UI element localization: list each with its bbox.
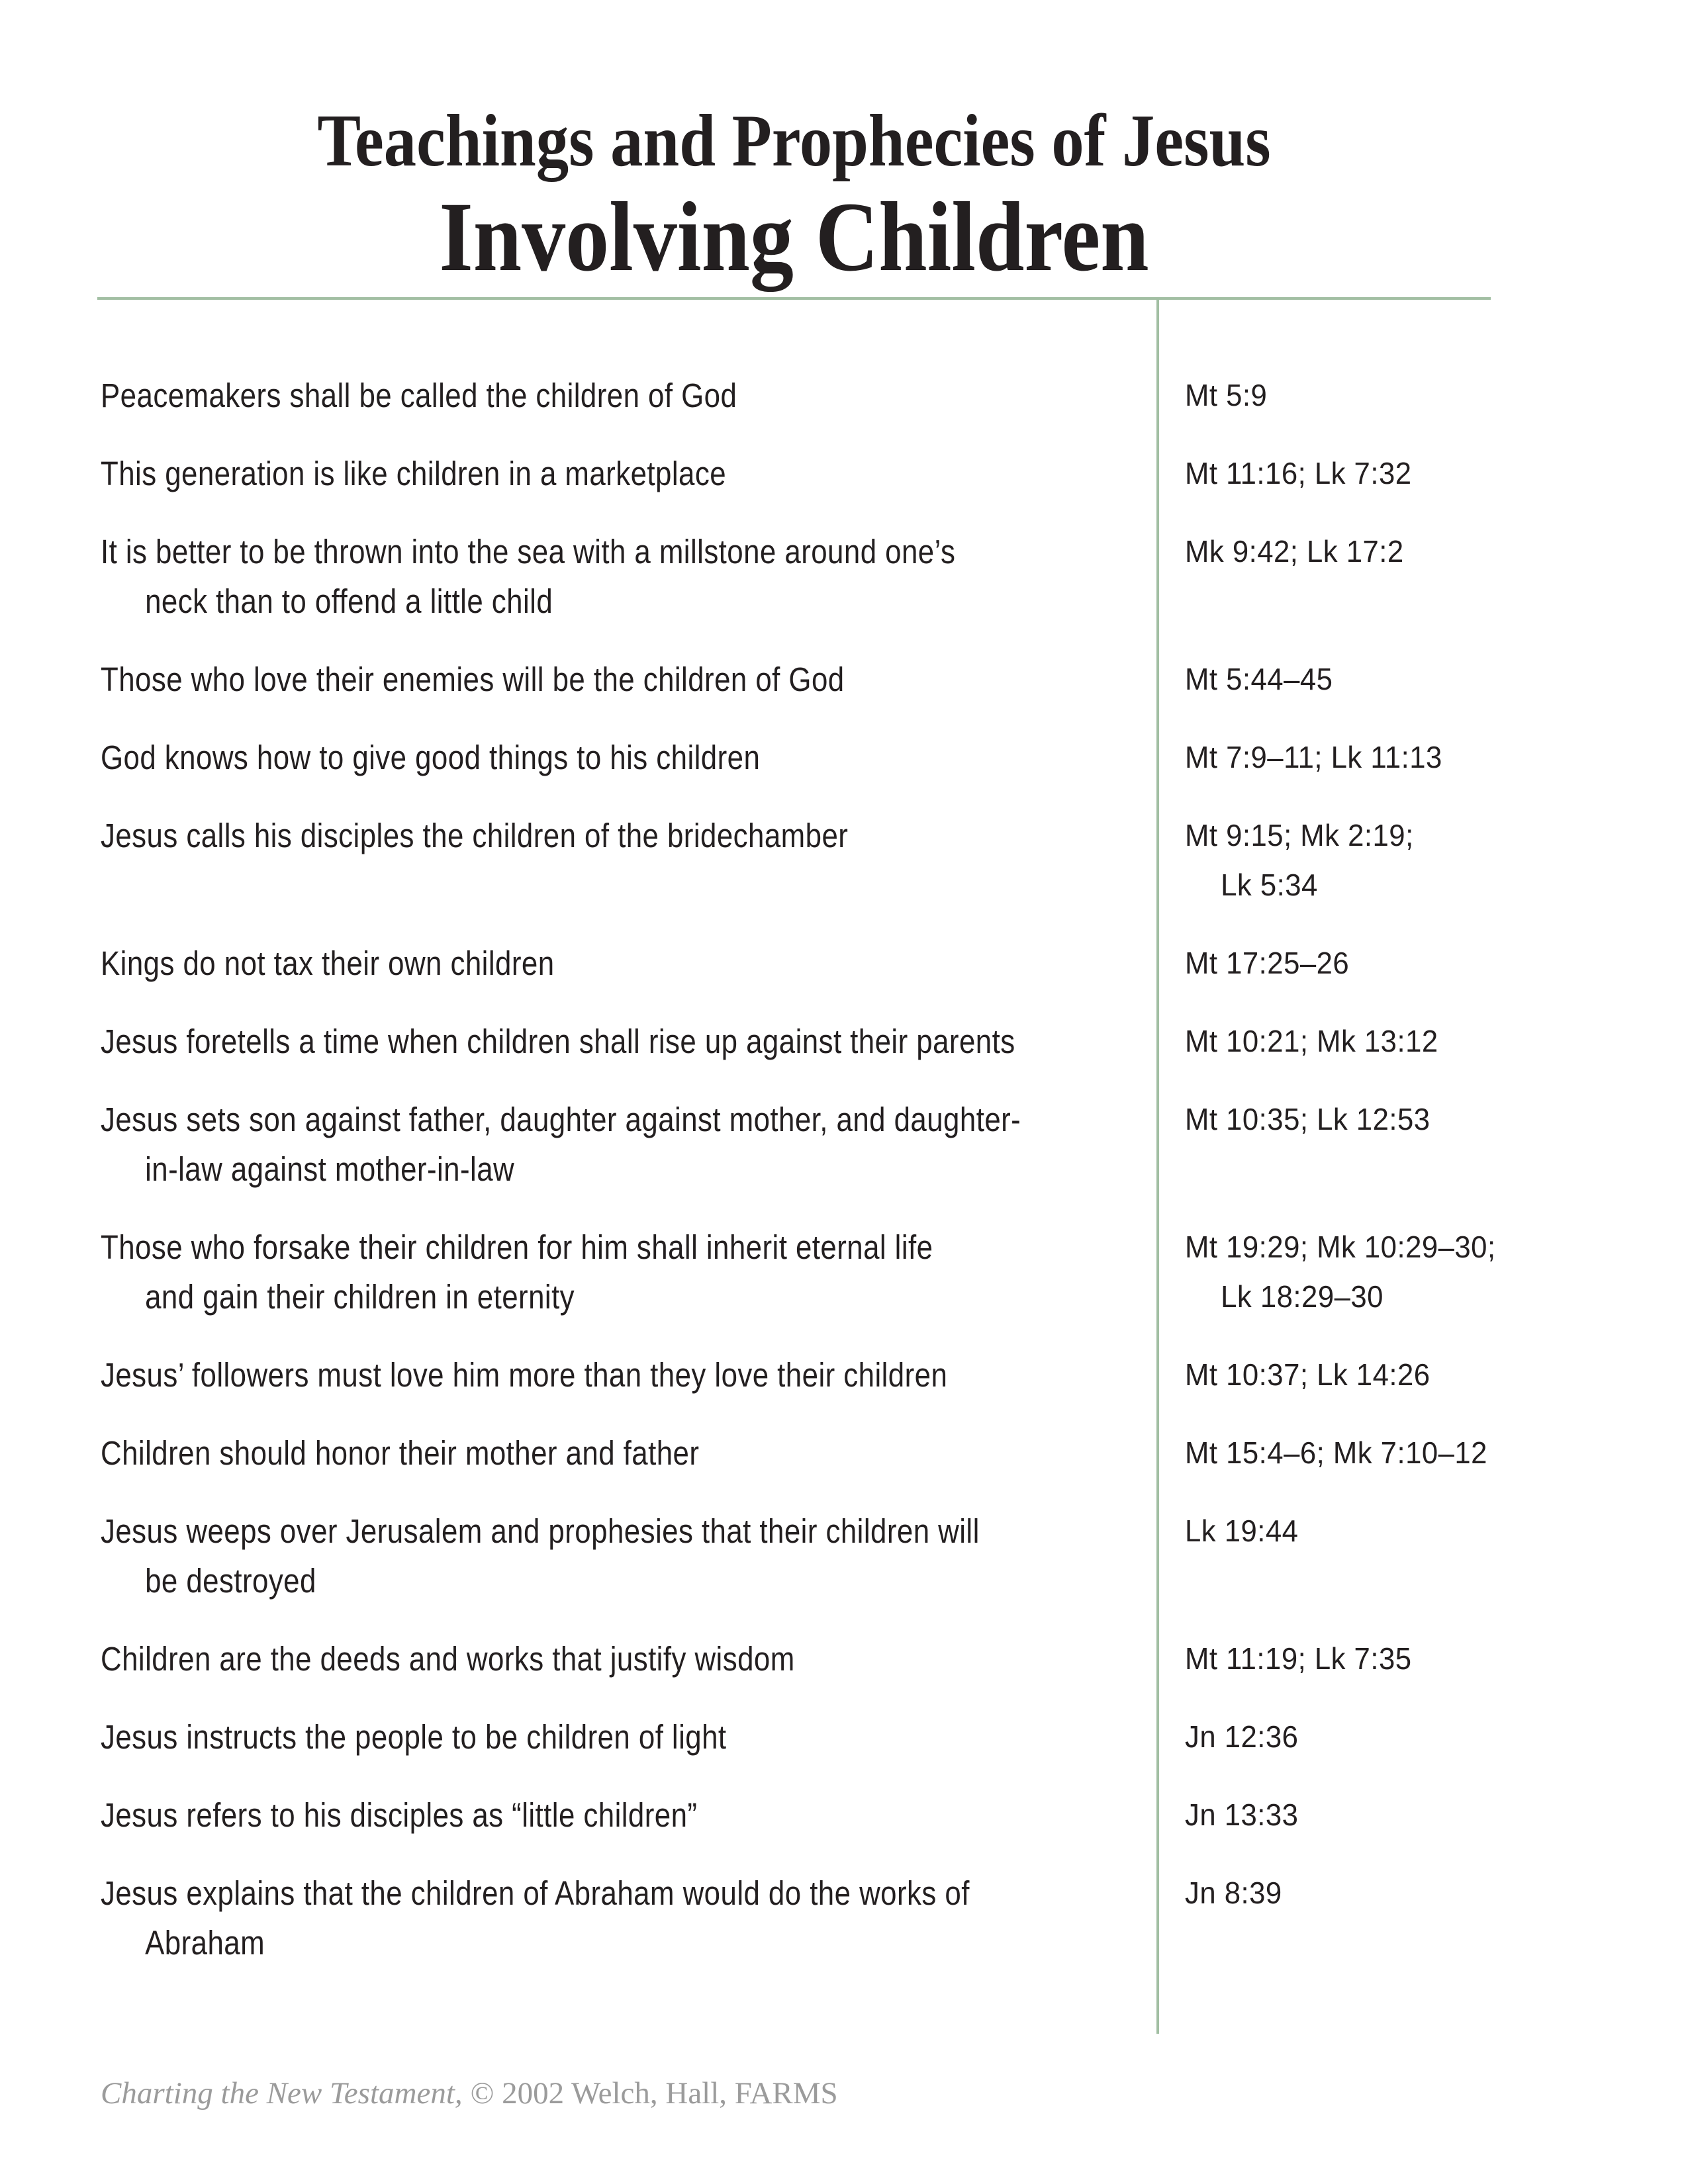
scripture-reference-line: Lk 18:29–30: [1221, 1279, 1383, 1314]
teaching-text: [101, 449, 1009, 498]
scripture-reference-line: Lk 5:34: [1221, 868, 1318, 902]
scripture-reference-line: Jn 13:33: [1185, 1797, 1299, 1832]
table-row: [101, 811, 1688, 910]
table-row: [101, 1095, 1688, 1194]
teaching-line: in-law against mother-in-law: [145, 1150, 515, 1188]
teaching-text: [101, 527, 1009, 626]
scripture-reference-line: Mt 10:35; Lk 12:53: [1185, 1102, 1430, 1136]
teaching-line: Abraham: [145, 1924, 265, 1962]
table-row: [101, 1790, 1688, 1840]
teaching-text: [101, 1017, 1015, 1066]
scripture-reference-line: Mt 11:16; Lk 7:32: [1185, 456, 1412, 490]
teaching-line: Those who forsake their children for him shall inherit eternal life: [101, 1228, 933, 1266]
teaching-text: [101, 1790, 1009, 1840]
footer-source-title: Charting the New Testament,: [101, 2076, 463, 2111]
table-row: [101, 733, 1688, 782]
teaching-text: [101, 1095, 1021, 1194]
teaching-text: [101, 811, 1009, 860]
teaching-line: Those who love their enemies will be the children of God: [101, 660, 845, 698]
scripture-reference: [1185, 655, 1625, 704]
scripture-reference: [1185, 1634, 1625, 1684]
teaching-text: [101, 1506, 1009, 1606]
scripture-reference-line: Mt 17:25–26: [1185, 946, 1350, 980]
teaching-line: Jesus’ followers must love him more than they love their children: [101, 1356, 948, 1394]
teaching-line: Kings do not tax their own children: [101, 944, 555, 982]
table-row: [101, 371, 1688, 420]
scripture-reference-line: Mt 19:29; Mk 10:29–30;: [1185, 1230, 1496, 1264]
teaching-line: Jesus refers to his disciples as “little children”: [101, 1796, 698, 1834]
scripture-reference: [1185, 1506, 1625, 1556]
scripture-reference-line: Jn 12:36: [1185, 1719, 1299, 1754]
footer: [101, 2075, 838, 2111]
scripture-reference: [1185, 1350, 1625, 1400]
teaching-line: It is better to be thrown into the sea with a millstone around one’s: [101, 533, 956, 570]
scripture-reference: [1185, 938, 1625, 988]
table-row: [101, 1428, 1688, 1478]
teaching-line: Peacemakers shall be called the children of God: [101, 377, 737, 414]
scripture-reference-line: Lk 19:44: [1185, 1514, 1299, 1548]
scripture-reference: [1185, 1712, 1625, 1762]
scripture-reference: [1185, 1222, 1625, 1322]
rows: [101, 371, 1688, 1996]
teaching-line: Jesus weeps over Jerusalem and prophesies that their children will: [101, 1512, 980, 1550]
table-row: [101, 1868, 1688, 1968]
scripture-reference-line: Jn 8:39: [1185, 1876, 1282, 1910]
scripture-reference-line: Mt 11:19; Lk 7:35: [1185, 1641, 1412, 1676]
scripture-reference-line: Mt 9:15; Mk 2:19;: [1185, 818, 1414, 852]
table-row: [101, 1222, 1688, 1322]
title-underline-rule: [97, 297, 1491, 300]
scripture-reference-line: Mk 9:42; Lk 17:2: [1185, 534, 1404, 569]
teaching-line: Jesus foretells a time when children shall rise up against their parents: [101, 1023, 1015, 1060]
teaching-text: [101, 938, 1009, 988]
teaching-line: This generation is like children in a marketplace: [101, 455, 727, 492]
scripture-reference: [1185, 811, 1625, 910]
teaching-line: Jesus explains that the children of Abraham would do the works of: [101, 1874, 970, 1912]
table-row: [101, 527, 1688, 626]
teaching-text: [101, 655, 1009, 704]
scripture-reference: [1185, 449, 1625, 498]
teaching-line: neck than to offend a little child: [145, 582, 553, 620]
teaching-line: Jesus calls his disciples the children of the bridechamber: [101, 817, 849, 854]
teaching-line: Jesus sets son against father, daughter against mother, and daughter-: [101, 1101, 1021, 1138]
footer-credit: © 2002 Welch, Hall, FARMS: [470, 2076, 838, 2111]
teaching-text: [101, 733, 1009, 782]
scripture-reference-line: Mt 15:4–6; Mk 7:10–12: [1185, 1435, 1487, 1470]
title-line-1: Teachings and Prophecies of Jesus: [317, 100, 1271, 182]
teaching-line: Children are the deeds and works that justify wisdom: [101, 1640, 795, 1678]
scripture-reference-line: Mt 5:44–45: [1185, 662, 1333, 696]
table-row: [101, 1634, 1688, 1684]
table-row: [101, 1017, 1688, 1066]
scripture-reference: [1185, 1428, 1625, 1478]
scripture-reference-line: Mt 7:9–11; Lk 11:13: [1185, 740, 1442, 774]
scripture-reference-line: Mt 10:37; Lk 14:26: [1185, 1357, 1430, 1392]
teaching-text: [101, 1350, 1009, 1400]
scripture-reference: [1185, 527, 1625, 576]
scripture-reference: [1185, 1017, 1625, 1066]
teaching-text: [101, 1868, 1009, 1968]
title-line-2: Involving Children: [439, 182, 1149, 292]
teaching-line: be destroyed: [145, 1562, 316, 1600]
teaching-text: [101, 1712, 1009, 1762]
table-row: [101, 1506, 1688, 1606]
teaching-line: Jesus instructs the people to be children of light: [101, 1718, 727, 1756]
table-row: [101, 938, 1688, 988]
teaching-line: and gain their children in eternity: [145, 1278, 575, 1316]
scripture-reference-line: Mt 5:9: [1185, 378, 1268, 412]
teaching-text: [101, 1634, 1009, 1684]
scripture-reference: [1185, 733, 1625, 782]
teaching-line: Children should honor their mother and father: [101, 1434, 700, 1472]
scripture-reference: [1185, 1868, 1625, 1918]
teaching-line: God knows how to give good things to his children: [101, 739, 761, 776]
scripture-reference: [1185, 371, 1625, 420]
scripture-reference: [1185, 1790, 1625, 1840]
teaching-text: [101, 1222, 1009, 1322]
teaching-text: [101, 1428, 1009, 1478]
table-row: [101, 655, 1688, 704]
teaching-text: [101, 371, 1009, 420]
scripture-reference-line: Mt 10:21; Mk 13:12: [1185, 1024, 1438, 1058]
page-title: [97, 0, 1491, 292]
table-row: [101, 449, 1688, 498]
table-row: [101, 1350, 1688, 1400]
table-row: [101, 1712, 1688, 1762]
scripture-reference: [1185, 1095, 1625, 1144]
